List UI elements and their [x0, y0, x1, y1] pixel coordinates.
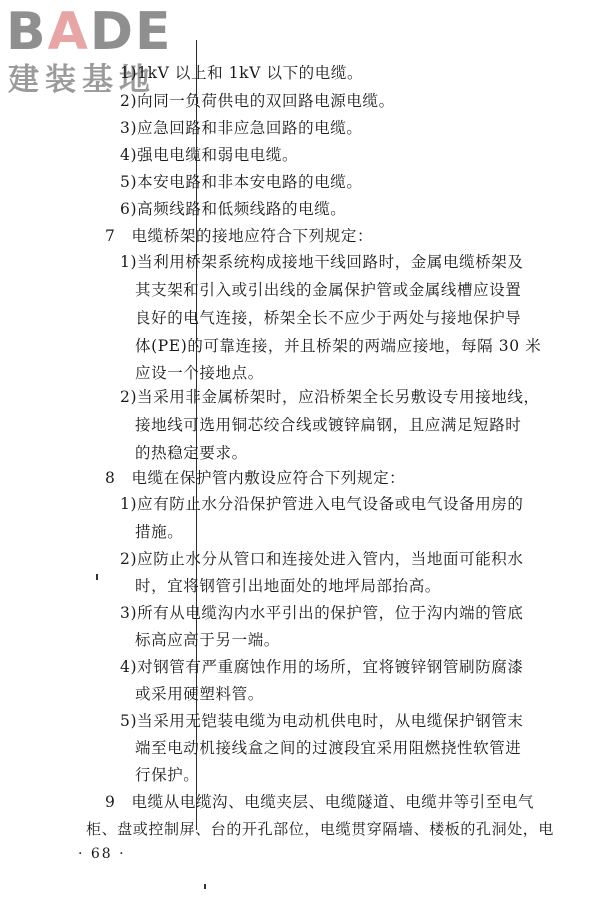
scan-speck — [204, 884, 206, 889]
paragraph-line: 措施。 — [135, 523, 184, 541]
list-item: 5)本安电路和非本安电路的电缆。 — [120, 173, 363, 191]
paragraph-line: 2)应防止水分从管口和连接处进入管内，当地面可能积水 — [120, 550, 524, 568]
paragraph-line: 其支架和引入或引出线的金属保护管或金属线槽应设置 — [135, 281, 522, 299]
scan-speck — [96, 574, 98, 580]
paragraph-line: 2)当采用非金属桥架时，应沿桥架全长另敷设专用接地线， — [120, 388, 540, 406]
section-heading: 9 电缆从电缆沟、电缆夹层、电缆隧道、电缆井等引至电气 — [105, 793, 535, 811]
section-heading: 8 电缆在保护管内敷设应符合下列规定： — [105, 469, 406, 487]
list-item: 4)强电电缆和弱电电缆。 — [120, 146, 299, 164]
list-item: 6)高频线路和低频线路的电缆。 — [120, 200, 347, 218]
paragraph-line: 端至电动机接线盒之间的过渡段宜采用阻燃挠性软管进 — [135, 739, 522, 757]
paragraph-line: 接地线可选用铜芯绞合线或镀锌扁钢，且应满足短路时 — [135, 416, 522, 434]
paragraph-line: 或采用硬塑料管。 — [135, 685, 264, 703]
paragraph-line: 标高应高于另一端。 — [135, 631, 280, 649]
paragraph-line: 的热稳定要求。 — [135, 444, 248, 462]
paragraph-line: 5)当采用无铠装电缆为电动机供电时，从电缆保护钢管末 — [120, 712, 524, 730]
paragraph-line: 应设一个接地点。 — [135, 364, 264, 382]
section-heading: 7 电缆桥架的接地应符合下列规定： — [105, 227, 374, 245]
list-item: 2)向同一负荷供电的双回路电源电缆。 — [120, 92, 395, 110]
page-number: · 68 · — [78, 846, 126, 862]
list-item: 1)1kV 以上和 1kV 以下的电缆。 — [120, 64, 364, 82]
list-item: 3)应急回路和非应急回路的电缆。 — [120, 119, 363, 137]
paragraph-line: 1)当利用桥架系统构成接地干线回路时，金属电缆桥架及 — [120, 253, 524, 271]
paragraph-line: 行保护。 — [135, 766, 200, 784]
paragraph-line: 3)所有从电缆沟内水平引出的保护管，位于沟内端的管底 — [120, 604, 524, 622]
paragraph-line: 良好的电气连接，桥架全长不应少于两处与接地保护导 — [135, 309, 522, 327]
paragraph-line: 1)应有防止水分沿保护管进入电气设备或电气设备用房的 — [120, 495, 524, 513]
logo-main-text: BADE — [6, 2, 173, 62]
paragraph-line: 时，宜将钢管引出地面处的地坪局部抬高。 — [135, 577, 441, 595]
logo-sub-text: 建装基地 — [8, 62, 156, 98]
paragraph-line: 4)对钢管有严重腐蚀作用的场所，宜将镀锌钢管刷防腐漆 — [120, 658, 524, 676]
paragraph-line: 体(PE)的可靠连接，并且桥架的两端应接地，每隔 30 米 — [135, 337, 542, 355]
paragraph-line: 柜、盘或控制屏、台的开孔部位，电缆贯穿隔墙、楼板的孔洞处，电 — [86, 820, 555, 838]
